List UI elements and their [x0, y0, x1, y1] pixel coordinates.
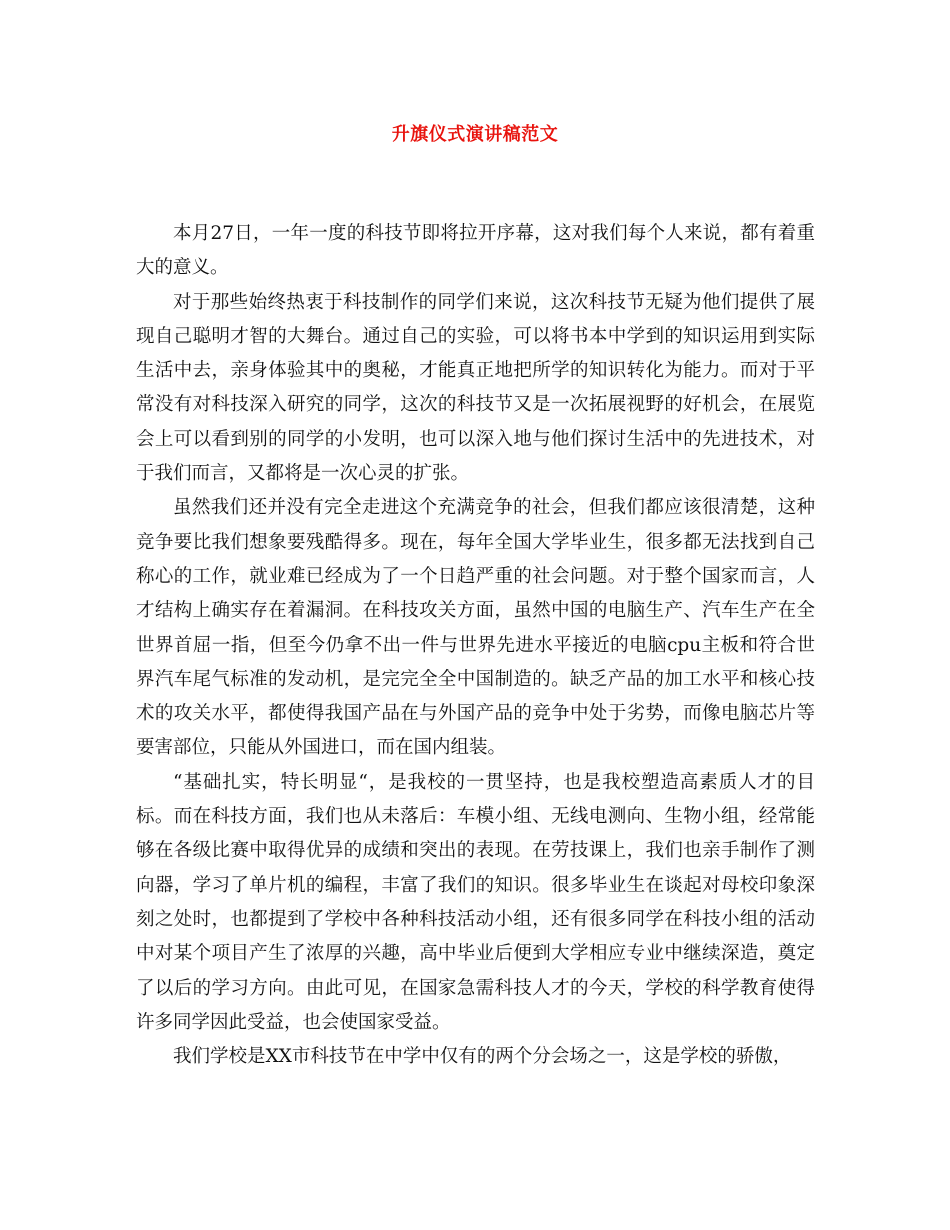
paragraph-3: 虽然我们还并没有完全走进这个充满竞争的社会，但我们都应该很清楚，这种竞争要比我们想象要残酷得多。现在，每年全国大学毕业生，很多都无法找到自己称心的工作，就业难已经成为了一个日趋严重的社会问题。对于整个国家而言，人才结构上确实存在着漏洞。在科技攻关方面，虽然中国的电脑生产、汽车生产在全世界首屈一指，但至今仍拿不出一件与世界先进水平接近的电脑cpu主板和符合世界汽车尾气标准的发动机，是完完全全中国制造的。缺乏产品的加工水平和核心技术的攻关水平，都使得我国产品在与外国产品的竞争中处于劣势，而像电脑芯片等要害部位，只能从外国进口，而在国内组装。 — [136, 497, 815, 759]
paragraph-2: 对于那些始终热衷于科技制作的同学们来说，这次科技节无疑为他们提供了展现自己聪明才智的大舞台。通过自己的实验，可以将书本中学到的知识运用到实际生活中去，亲身体验其中的奥秘，才能真正地把所学的知识转化为能力。而对于平常没有对科技深入研究的同学，这次的科技节又是一次拓展视野的好机会，在展览会上可以看到别的同学的小发明，也可以深入地与他们探讨生活中的先进技术，对于我们而言，又都将是一次心灵的扩张。 — [136, 291, 815, 485]
document-title: 升旗仪式演讲稿范文 — [391, 124, 559, 145]
paragraph-5: 我们学校是XX市科技节在中学中仅有的两个分会场之一，这是学校的骄傲， — [173, 1046, 792, 1068]
paragraph-4: “基础扎实，特长明显“，是我校的一贯坚持，也是我校塑造高素质人才的目标。而在科技方面，我们也从未落后：车模小组、无线电测向、生物小组，经常能够在各级比赛中取得优异的成绩和突出的表现。在劳技课上，我们也亲手制作了测向器，学习了单片机的编程，丰富了我们的知识。很多毕业生在谈起对母校印象深刻之处时，也都提到了学校中各种科技活动小组，还有很多同学在科技小组的活动中对某个项目产生了浓厚的兴趣，高中毕业后便到大学相应专业中继续深造，奠定了以后的学习方向。由此可见，在国家急需科技人才的今天，学校的科学教育使得许多同学因此受益，也会使国家受益。 — [136, 771, 815, 1033]
paragraph-1: 本月27日，一年一度的科技节即将拉开序幕，这对我们每个人来说，都有着重大的意义。 — [136, 223, 815, 279]
document-body — [136, 217, 815, 1074]
